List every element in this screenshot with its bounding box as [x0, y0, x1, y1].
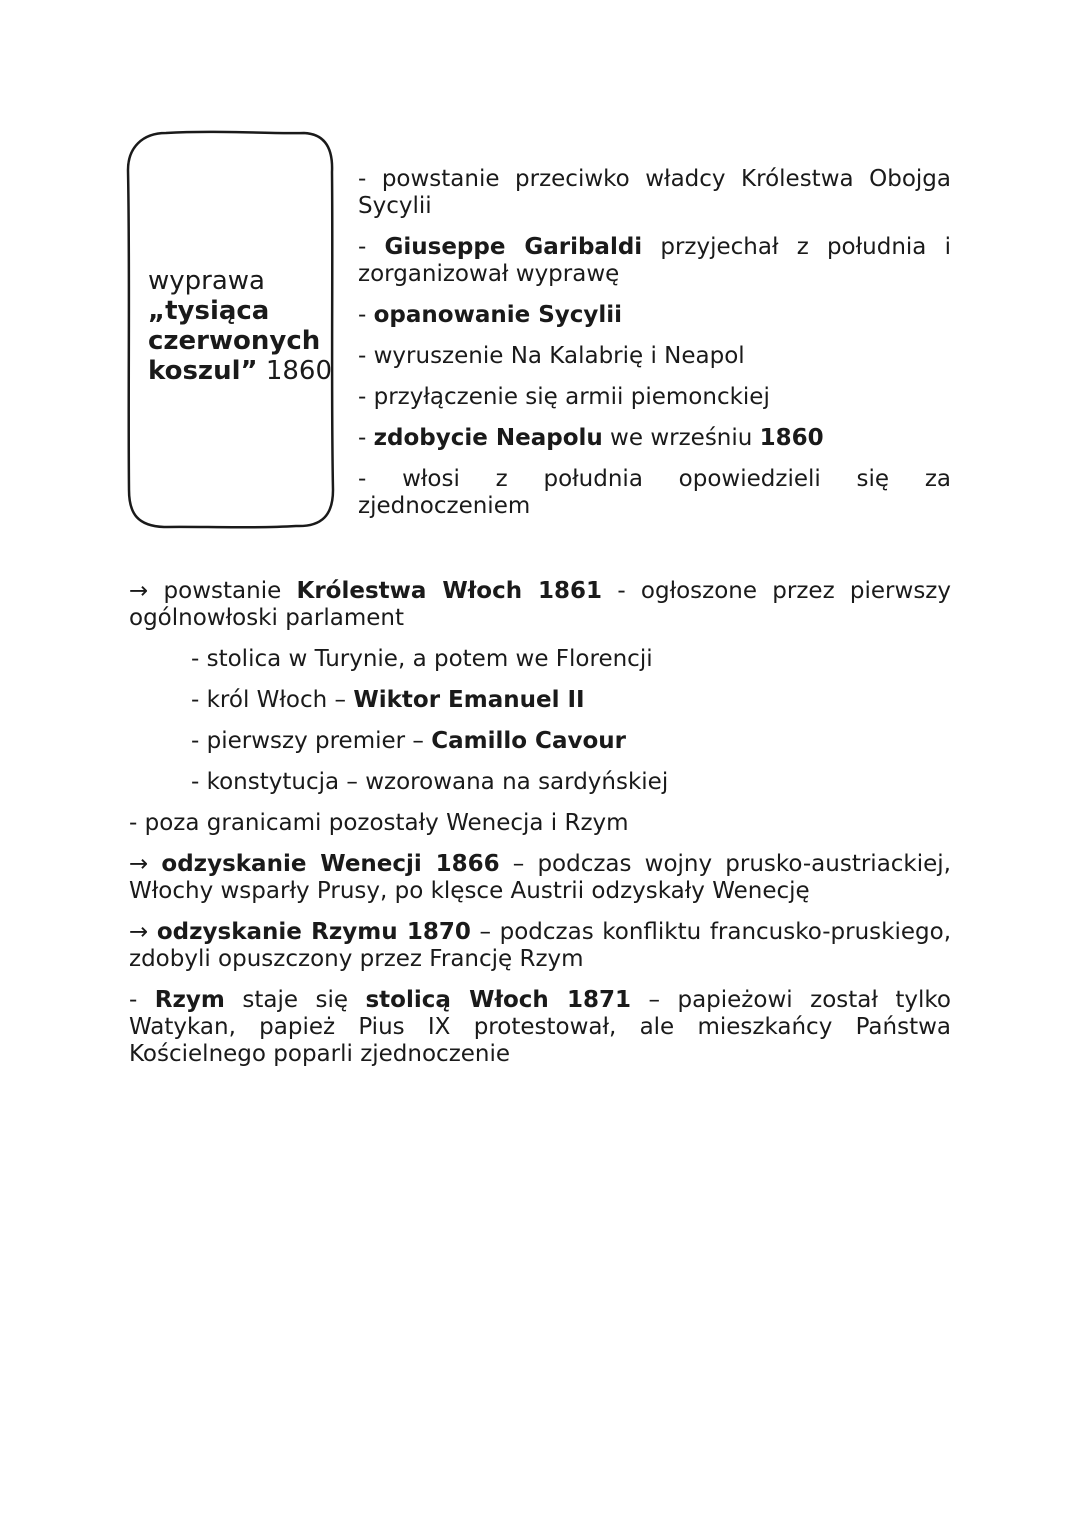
text-run: przyjechał z południa i zorganizował wyprawę — [358, 234, 951, 287]
sub-list-item — [129, 646, 951, 673]
emphasis-text: Giuseppe Garibaldi — [384, 234, 643, 260]
text-run: - poza granicami pozostały Wenecja i Rzym — [129, 810, 629, 836]
expedition-label — [148, 266, 338, 386]
text-run: → — [129, 851, 162, 877]
text-run: - ogłoszone przez pierwszy ogólnowłoski parlament — [129, 578, 951, 631]
emphasis-text: zdobycie Neapolu — [373, 425, 603, 451]
emphasis-text: odzyskanie Wenecji 1866 — [161, 851, 500, 877]
text-run: - pierwszy premier – — [191, 728, 432, 754]
text-run: - — [358, 425, 374, 451]
side-label-part: wyprawa — [148, 266, 265, 296]
emphasis-text: Królestwa Włoch 1861 — [296, 578, 603, 604]
paragraph — [129, 987, 951, 1068]
sub-list-item — [129, 687, 951, 714]
text-run: - — [129, 987, 155, 1013]
list-item — [358, 302, 951, 329]
paragraph — [129, 851, 951, 905]
list-item — [358, 425, 951, 452]
text-run: - — [358, 302, 374, 328]
text-run: - włosi z południa opowiedzieli się za zjednoczeniem — [358, 466, 951, 519]
list-item — [358, 166, 951, 220]
text-run: → — [129, 919, 157, 945]
text-run: - konstytucja – wzorowana na sardyńskiej — [191, 769, 669, 795]
text-run: - przyłączenie się armii piemonckiej — [358, 384, 770, 410]
text-run: – papieżowi został tylko Watykan, papież Pius IX protestował, ale mieszkańcy Państwa Kościelnego poparli zjednoczenie — [129, 987, 951, 1067]
paragraph — [129, 578, 951, 632]
text-run: - wyruszenie Na Kalabrię i Neapol — [358, 343, 745, 369]
text-run: - powstanie przeciwko władcy Królestwa Obojga Sycylii — [358, 166, 951, 219]
paragraph — [129, 810, 951, 837]
text-run: → powstanie — [129, 578, 297, 604]
expedition-facts-list — [358, 166, 951, 534]
emphasis-text: stolicą Włoch 1871 — [365, 987, 631, 1013]
emphasis-text: opanowanie Sycylii — [373, 302, 623, 328]
paragraph — [129, 919, 951, 973]
text-run: – podczas wojny prusko-austriackiej, Włochy wsparły Prusy, po klęsce Austrii odzyskały Wenecję — [129, 851, 951, 904]
side-label-box — [126, 130, 335, 530]
emphasis-text: Wiktor Emanuel II — [353, 687, 585, 713]
sub-list-item — [129, 728, 951, 755]
text-run: - król Włoch – — [191, 687, 354, 713]
list-item — [358, 466, 951, 520]
side-label-part: „tysiąca — [148, 296, 270, 326]
list-item — [358, 384, 951, 411]
unification-notes — [129, 578, 951, 1082]
list-item — [358, 234, 951, 288]
list-item — [358, 343, 951, 370]
text-run: - stolica w Turynie, a potem we Florencji — [191, 646, 653, 672]
text-run: we wrześniu — [602, 425, 760, 451]
side-label-part: czerwonych — [148, 326, 321, 356]
text-run: – podczas konfliktu francusko-pruskiego, zdobyli opuszczony przez Francję Rzym — [129, 919, 952, 972]
emphasis-text: odzyskanie Rzymu 1870 — [156, 919, 471, 945]
text-run: - — [358, 234, 385, 260]
emphasis-text: Rzym — [154, 987, 225, 1013]
side-label-part: koszul” — [148, 356, 258, 386]
emphasis-text: Camillo Cavour — [431, 728, 626, 754]
text-run: staje się — [224, 987, 366, 1013]
emphasis-text: 1860 — [759, 425, 824, 451]
sub-list-item — [129, 769, 951, 796]
side-label-part: 1860 — [257, 356, 333, 386]
